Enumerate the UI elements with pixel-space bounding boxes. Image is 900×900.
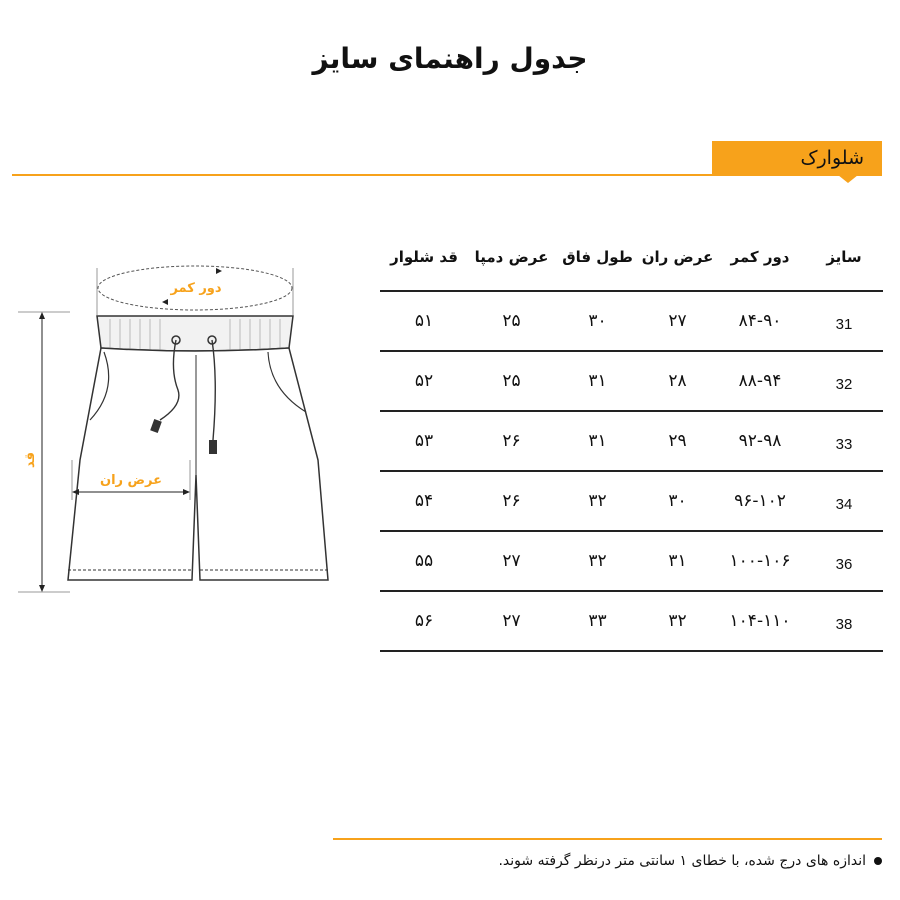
cell-rise: ۳۱ <box>588 431 607 451</box>
shorts-body <box>68 348 328 580</box>
table-row <box>380 412 883 472</box>
cell-rise: ۳۳ <box>588 611 607 631</box>
cell-length: ۵۶ <box>414 611 434 631</box>
bullet-icon <box>874 857 882 865</box>
header-length: قد شلوار <box>390 248 458 266</box>
cell-size: 38 <box>835 615 853 633</box>
cell-thigh: ۲۸ <box>668 371 687 391</box>
shorts-illustration <box>0 240 370 620</box>
cell-thigh: ۳۱ <box>668 551 687 571</box>
length-arrow-top-icon <box>39 312 45 319</box>
header-size: سایز <box>826 248 862 266</box>
thigh-arrow-left-icon <box>72 489 79 495</box>
length-arrow-bottom-icon <box>39 585 45 592</box>
cell-hem: ۲۶ <box>502 431 521 451</box>
header-rise: طول فاق <box>562 248 633 266</box>
size-table <box>380 240 883 652</box>
cell-hem: ۲۵ <box>502 311 521 331</box>
footer-note-text: اندازه های درج شده، با خطای ۱ سانتی متر درنظر گرفته شوند. <box>498 853 866 869</box>
cell-waist: ۱۰۰-۱۰۶ <box>729 551 791 571</box>
header-thigh: عرض ران <box>641 248 714 266</box>
cell-waist: ۸۸-۹۴ <box>738 371 782 391</box>
waist-arrow-left-icon <box>162 299 168 305</box>
cell-length: ۵۵ <box>414 551 434 571</box>
drawstring-tip-right <box>209 440 217 454</box>
cell-length: ۵۲ <box>414 371 434 391</box>
cell-waist: ۱۰۴-۱۱۰ <box>729 611 791 631</box>
cell-waist: ۸۴-۹۰ <box>738 311 782 331</box>
cell-waist: ۹۶-۱۰۲ <box>734 491 786 511</box>
length-label: قد <box>23 451 38 469</box>
table-row <box>380 472 883 532</box>
table-row <box>380 592 883 652</box>
cell-thigh: ۲۷ <box>668 311 687 331</box>
cell-length: ۵۱ <box>414 311 434 331</box>
section-tab-pointer <box>838 175 858 183</box>
section-tab <box>712 141 882 175</box>
table-header <box>380 240 883 292</box>
footer-divider <box>333 838 882 840</box>
table-row <box>380 352 883 412</box>
cell-rise: ۳۲ <box>588 491 607 511</box>
waist-arrow-right-icon <box>216 268 222 274</box>
waistband <box>97 316 293 351</box>
cell-thigh: ۳۰ <box>668 491 687 511</box>
cell-size: 31 <box>835 315 853 333</box>
cell-rise: ۳۲ <box>588 551 607 571</box>
cell-thigh: ۲۹ <box>668 431 687 451</box>
cell-size: 32 <box>835 375 853 393</box>
cell-size: 36 <box>835 555 853 573</box>
waist-label: دور کمر <box>170 281 222 296</box>
page-title: جدول راهنمای سایز <box>312 42 588 75</box>
thigh-label: عرض ران <box>99 473 163 488</box>
header-waist: دور کمر <box>730 248 790 266</box>
cell-size: 34 <box>835 495 853 513</box>
header-hem: عرض دمپا <box>474 248 549 266</box>
table-row <box>380 532 883 592</box>
cell-waist: ۹۲-۹۸ <box>738 431 782 451</box>
cell-rise: ۳۱ <box>588 371 607 391</box>
cell-hem: ۲۵ <box>502 371 521 391</box>
cell-rise: ۳۰ <box>588 311 607 331</box>
cell-hem: ۲۶ <box>502 491 521 511</box>
cell-hem: ۲۷ <box>502 611 521 631</box>
cell-size: 33 <box>835 435 853 453</box>
cell-hem: ۲۷ <box>502 551 521 571</box>
cell-length: ۵۴ <box>414 491 434 511</box>
cell-thigh: ۳۲ <box>668 611 687 631</box>
cell-length: ۵۳ <box>414 431 434 451</box>
table-row <box>380 292 883 352</box>
section-tab-label: شلوارک <box>800 147 864 169</box>
footer-note <box>498 853 882 869</box>
